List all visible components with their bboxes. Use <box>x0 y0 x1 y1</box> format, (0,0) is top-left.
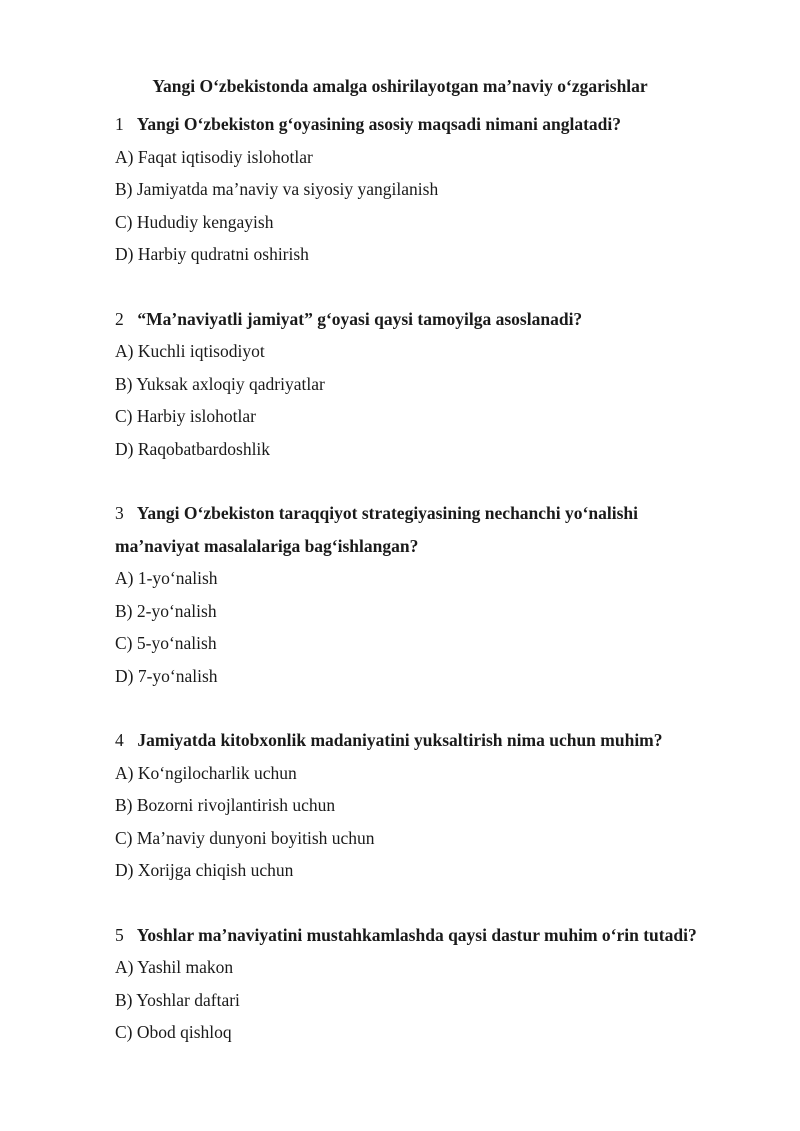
question-text: 1 Yangi O‘zbekiston g‘oyasining asosiy maqsadi nimani anglatadi? <box>115 108 775 141</box>
answer-option-b: B) Jamiyatda ma’naviy va siyosiy yangilanish <box>115 179 439 199</box>
question-number: 5 <box>115 924 124 945</box>
answer-option-a: A) 1-yo‘nalish <box>115 568 218 588</box>
answer-option-b: B) 2-yo‘nalish <box>115 600 217 621</box>
answer-option-b: B) Yoshlar daftari <box>115 989 240 1010</box>
question-5 <box>115 919 775 1049</box>
question-1 <box>115 108 775 271</box>
question-number: 1 <box>115 114 124 134</box>
question-text: 2 “Ma’naviyatli jamiyat” g‘oyasi qaysi tamoyilga asoslanadi? <box>115 303 775 336</box>
answer-option-c: C) Ma’naviy dunyoni boyitish uchun <box>115 827 375 848</box>
document-title: Yangi O‘zbekistonda amalga oshirilayotgan ma’naviy o‘zgarishlar <box>152 76 648 96</box>
answer-option-c: C) Harbiy islohotlar <box>115 406 256 426</box>
question-4 <box>115 724 775 887</box>
answer-option-b: B) Bozorni rivojlantirish uchun <box>115 795 336 815</box>
answer-option-c: C) Hududiy kengayish <box>115 211 274 232</box>
answer-option-d: D) 7-yo‘nalish <box>115 665 218 686</box>
question-text: 5 Yoshlar ma’naviyatini mustahkamlashda qaysi dastur muhim o‘rin tutadi? <box>115 919 775 952</box>
answer-option-d: D) Raqobatbardoshlik <box>115 438 271 459</box>
answer-option-a: A) Kuchli iqtisodiyot <box>115 341 265 361</box>
answer-option-a: A) Faqat iqtisodiy islohotlar <box>115 146 313 167</box>
question-number: 2 <box>115 308 124 329</box>
answer-option-b: B) Yuksak axloqiy qadriyatlar <box>115 373 325 394</box>
question-text-continued: ma’naviyat masalalariga bag‘ishlangan? <box>115 535 419 556</box>
question-text: 3 Yangi O‘zbekiston taraqqiyot strategiyasining nechanchi yo‘nalishi <box>115 497 775 530</box>
question-3 <box>115 497 775 692</box>
question-number: 3 <box>115 503 124 523</box>
answer-option-a: A) Yashil makon <box>115 957 234 977</box>
question-list <box>115 108 775 1081</box>
answer-option-c: C) 5-yo‘nalish <box>115 633 217 653</box>
answer-option-d: D) Harbiy qudratni oshirish <box>115 244 309 264</box>
answer-option-d: D) Xorijga chiqish uchun <box>115 860 294 880</box>
question-2 <box>115 303 775 466</box>
question-text: 4 Jamiyatda kitobxonlik madaniyatini yuksaltirish nima uchun muhim? <box>115 724 775 757</box>
answer-option-a: A) Ko‘ngilocharlik uchun <box>115 762 297 783</box>
answer-option-c: C) Obod qishloq <box>115 1022 232 1042</box>
question-number: 4 <box>115 730 124 750</box>
